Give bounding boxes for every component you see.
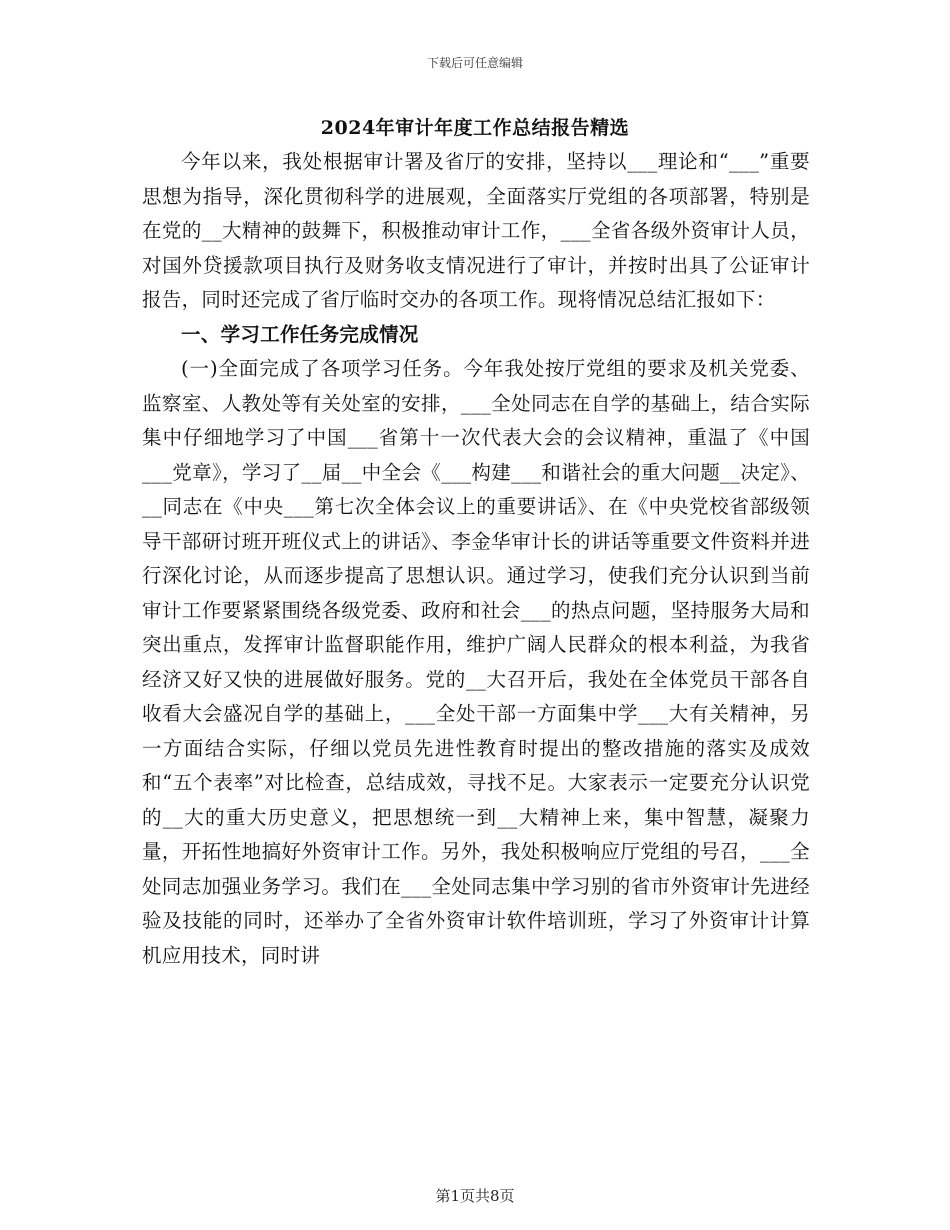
document-body <box>142 145 810 973</box>
document-title: 2024年审计年度工作总结报告精选 <box>320 117 630 139</box>
section-heading: 一、学习工作任务完成情况 <box>181 322 419 346</box>
intro-paragraph: 今年以来，我处根据审计署及省厅的安排，坚持以___理论和“___”重要思想为指导，深化贯彻科学的进展观，全面落实厅党组的各项部署，特别是在党的__大精神的鼓舞下，积极推动审计工作，___全省各级外资审计人员，对国外贷援款项目执行及财务收支情况进行了审计，并按时出具了公证审计报告，同时还完成了省厅临时交办的各项工作。现将情况总结汇报如下： <box>142 150 810 311</box>
section-paragraph: (一)全面完成了各项学习任务。今年我处按厅党组的要求及机关党委、监察室、人教处等有关处室的安排，___全处同志在自学的基础上，结合实际集中仔细地学习了中国___省第十一次代表大会的会议精神，重温了《中国___党章》，学习了__届__中全会《___构建___和谐社会的重大问题__决定》、__同志在《中央___第七次全体会议上的重要讲话》、在《中央党校省部级领导干部研讨班开班仪式上的讲话》、李金华审计长的讲话等重要文件资料并进行深化讨论，从而逐步提高了思想认识。通过学习，使我们充分认识到当前审计工作要紧紧围绕各级党委、政府和社会___的热点问题，坚持服务大局和突出重点，发挥审计监督职能作用，维护广阔人民群众的根本利益，为我省经济又好又快的进展做好服务。党的__大召开后，我处在全体党员干部各自收看大会盛况自学的基础上，___全处干部一方面集中学___大有关精神，另一方面结合实际，仔细以党员先进性教育时提出的整改措施的落实及成效和“五个表率”对比检查，总结成效，寻找不足。大家表示一定要充分认识党的__大的重大历史意义，把思想统一到__大精神上来，集中智慧，凝聚力量，开拓性地搞好外资审计工作。另外，我处积极响应厅党组的号召，___全处同志加强业务学习。我们在___全处同志集中学习别的省市外资审计先进经验及技能的同时，还举办了全省外资审计软件培训班，学习了外资审计计算机应用技术，同时讲 <box>142 357 810 967</box>
page-footer: 第1页共8页 <box>435 1187 515 1205</box>
page-header: 下载后可任意编辑 <box>426 56 523 70</box>
